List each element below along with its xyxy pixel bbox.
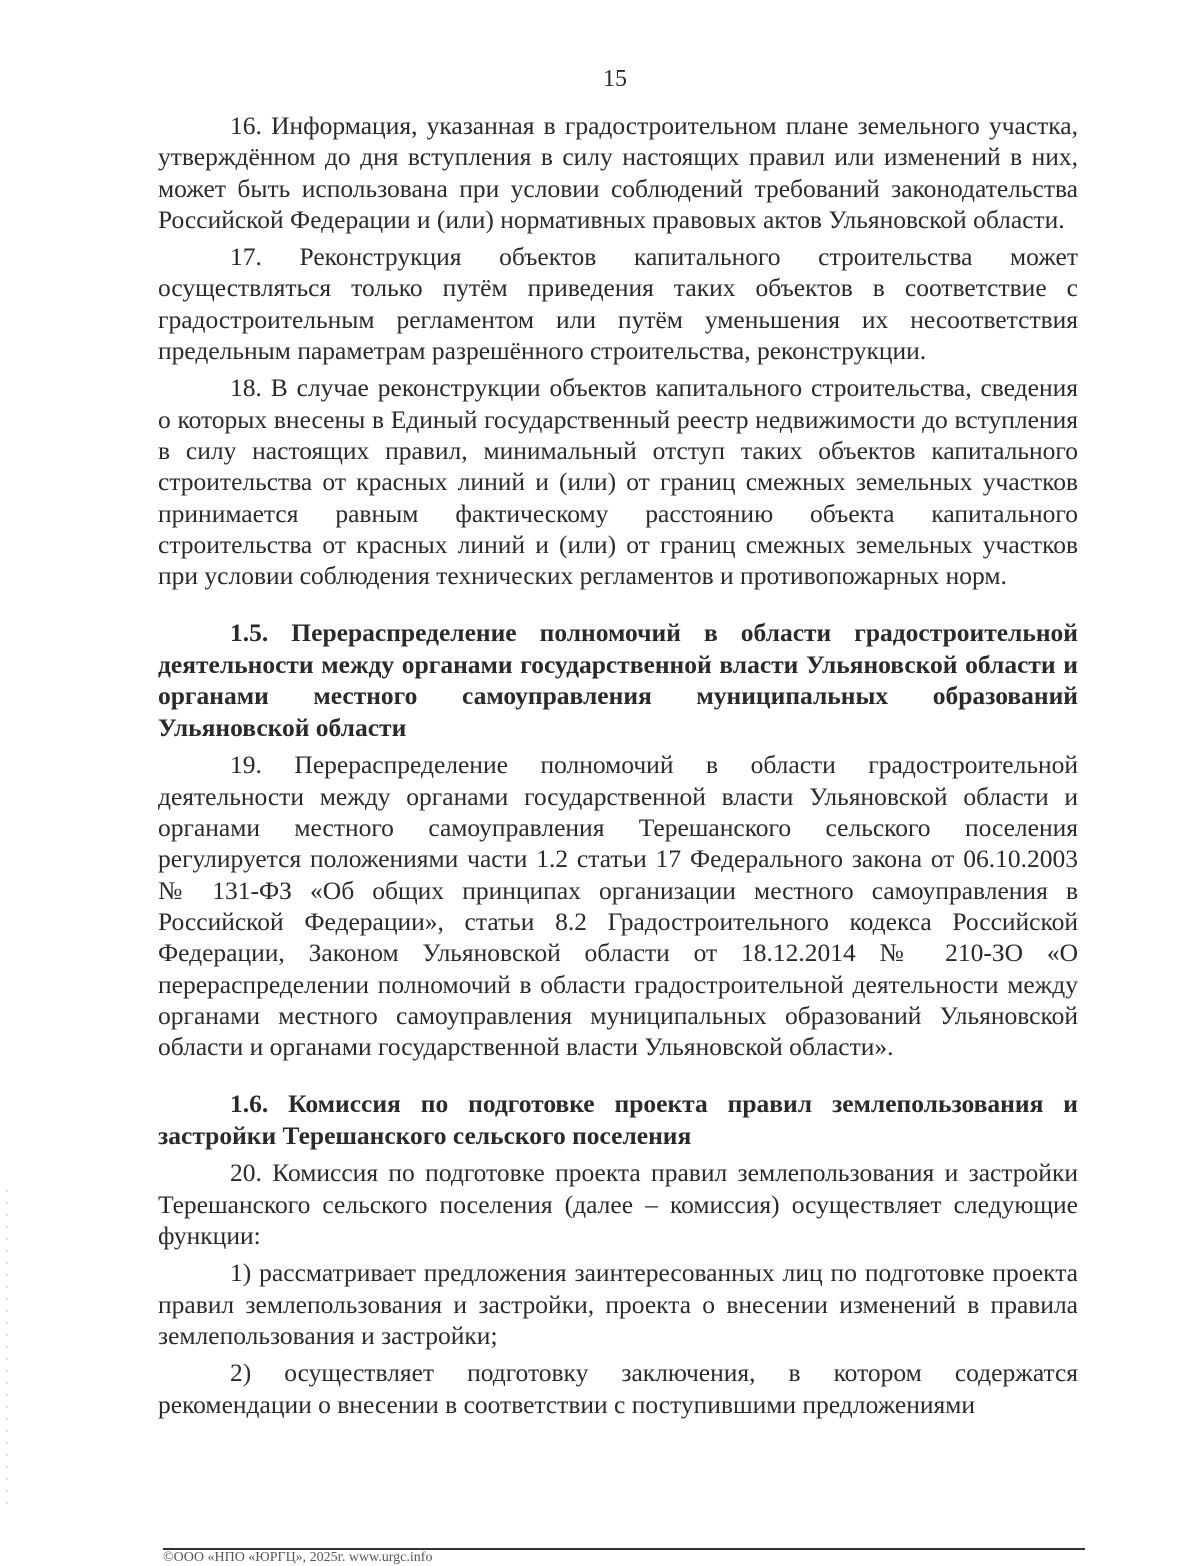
paragraph-18: 18. В случае реконструкции объектов капитального строительства, сведения о которых внесены в Единый государственный реестр недвижимости до вступления в силу настоящих правил, минимальный отступ таких объектов капитального строительства от красных линий и (или) от границ смежных земельных участков принимается равным фактическому расстоянию объекта капитального строительства от красных линий и (или) от границ смежных земельных участков при условии соблюдения технических регламентов и противопожарных норм.: [158, 373, 1078, 591]
section-heading-1-5: 1.5. Перераспределение полномочий в области градостроительной деятельности между органами государственной власти Ульяновской области и органами местного самоуправления муниципальных образований Ульяновской области: [158, 618, 1078, 742]
paragraph-16: 16. Информация, указанная в градостроительном плане земельного участка, утверждённом до дня вступления в силу настоящих правил или изменений в них, может быть использована при условии соблюдений требований законодательства Российской Федерации и (или) нормативных правовых актов Ульяновской области.: [158, 111, 1078, 234]
paragraph-20: 20. Комиссия по подготовке проекта правил землепользования и застройки Терешанского сельского поселения (далее – комиссия) осуществляет следующие функции:: [158, 1158, 1078, 1251]
paragraph-17: 17. Реконструкция объектов капитального строительства может осуществляться только путём приведения таких объектов в соответствие с градостроительным регламентом или путём уменьшения их несоответствия предельным параметрам разрешённого строительства, реконструкции.: [158, 242, 1078, 366]
footer-copyright: ©ООО «НПО «ЮРГЦ», 2025г. www.urgc.info: [163, 1550, 433, 1565]
paragraph-19: 19. Перераспределение полномочий в области градостроительной деятельности между органами государственной власти Ульяновской области и органами местного самоуправления Терешанского сельского поселения регулируется положениями части 1.2 статьи 17 Федерального закона от 06.10.2003 № 131-ФЗ «Об общих принципах организации местного самоуправления в Российской Федерации», статьи 8.2 Градостроительного кодекса Российской Федерации, Законом Ульяновской области от 18.12.2014 № 210-ЗО «О перераспределении полномочий в области градостроительной деятельности между органами местного самоуправления муниципальных образований Ульяновской области и органами государственной власти Ульяновской области».: [158, 750, 1078, 1062]
page-number: 15: [603, 66, 627, 92]
section-heading-1-6: 1.6. Комиссия по подготовке проекта правил землепользования и застройки Терешанского сельского поселения: [158, 1089, 1078, 1150]
list-item-1: 1) рассматривает предложения заинтересованных лиц по подготовке проекта правил землепользования и застройки, проекта о внесении изменений в правила землепользования и застройки;: [158, 1258, 1078, 1350]
scan-edge-marks: [6, 1190, 8, 1510]
document-body: [158, 110, 1078, 1420]
list-item-2: 2) осуществляет подготовку заключения, в котором содержатся рекомендации о внесении в соответствии с поступившими предложениями: [158, 1358, 1078, 1419]
